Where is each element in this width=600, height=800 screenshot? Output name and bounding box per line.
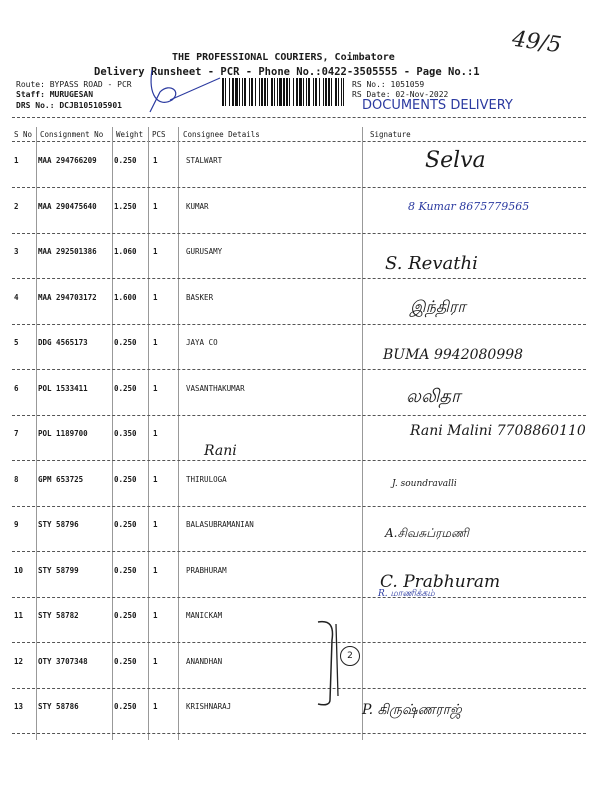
row-weight: 0.250 <box>114 611 137 620</box>
row-consignee: PRABHURAM <box>186 565 227 575</box>
row-consignment: STY 58799 <box>38 565 79 575</box>
row-weight: 0.250 <box>114 565 137 575</box>
row-consignment: STY 58786 <box>38 702 79 711</box>
row-weight: 1.250 <box>114 201 137 211</box>
row-consignment: MAA 294766209 <box>38 156 97 165</box>
row-pcs: 1 <box>153 702 158 711</box>
row-pcs: 1 <box>153 520 158 529</box>
route-label: Route: BYPASS ROAD - PCR <box>16 80 132 89</box>
row-weight: 0.250 <box>114 702 137 711</box>
row-signature: R. மாணிக்கம் <box>378 589 435 599</box>
row-signature: J. soundravalli <box>392 478 457 489</box>
row-signature: இந்திரா <box>410 296 466 316</box>
row-signature: BUMA 9942080998 <box>383 347 524 363</box>
rs-number: RS No.: 1051059 <box>352 80 425 89</box>
row-consignment: OTY 3707348 <box>38 656 88 666</box>
column-header-consignee: Consignee Details <box>183 130 260 139</box>
row-pcs: 1 <box>153 201 158 211</box>
row-consignee: THIRULOGA <box>186 474 227 484</box>
row-weight: 1.600 <box>114 292 137 302</box>
handwritten-page-number: 49/5 <box>510 26 563 59</box>
row-consignment: STY 58796 <box>38 520 79 529</box>
row-consignment: GPM 653725 <box>38 474 84 484</box>
row-pcs: 1 <box>153 611 158 620</box>
row-consignee: STALWART <box>186 156 223 165</box>
row-signature: 8 Kumar 8675779565 <box>408 199 530 213</box>
row-consignee: ANANDHAN <box>186 656 223 666</box>
row-signature: S. Revathi <box>385 253 478 274</box>
staff-label: Staff: MURUGESAN <box>16 90 94 99</box>
row-signature: P. கிருஷ்ணராஜ் <box>362 702 462 718</box>
document-type-stamp: DOCUMENTS DELIVERY <box>362 98 513 113</box>
row-weight: 0.250 <box>114 383 137 393</box>
row-consignment: STY 58782 <box>38 611 79 620</box>
row-weight: 0.350 <box>114 429 137 438</box>
row-sno: 7 <box>14 429 19 438</box>
column-header-signature: Signature <box>370 130 411 139</box>
row-pcs: 1 <box>153 565 158 575</box>
row-consignment: MAA 290475640 <box>38 201 97 211</box>
row-sno: 6 <box>14 383 19 393</box>
row-weight: 0.250 <box>114 656 137 666</box>
company-title: THE PROFESSIONAL COURIERS, Coimbatore <box>172 52 395 63</box>
row-consignee: JAYA CO <box>186 338 218 347</box>
row-consignee: KRISHNARAJ <box>186 702 232 711</box>
rs-date: RS Date: 02-Nov-2022 <box>352 90 449 99</box>
column-header-pcs: PCS <box>152 130 166 139</box>
row-signature: Rani Malini 7708860110 <box>410 423 586 439</box>
row-sno: 1 <box>14 156 19 165</box>
row-pcs: 1 <box>153 383 158 393</box>
row-consignment: DDG 4565173 <box>38 338 88 347</box>
row-sno: 3 <box>14 247 19 256</box>
row-signature: லலிதா <box>406 385 461 407</box>
row-consignee: GURUSAMY <box>186 247 223 256</box>
row-consignment: POL 1533411 <box>38 383 88 393</box>
handwritten-consignee-note: Rani <box>204 443 237 459</box>
row-signature: Selva <box>425 148 486 173</box>
row-pcs: 1 <box>153 247 158 256</box>
row-sno: 11 <box>14 611 24 620</box>
column-header-weight: Weight <box>116 130 144 139</box>
row-pcs: 1 <box>153 156 158 165</box>
runsheet-subtitle: Delivery Runsheet - PCR - Phone No.:0422-3505555 - Page No.:1 <box>94 66 480 78</box>
row-pcs: 1 <box>153 474 158 484</box>
drs-number: DRS No.: DCJB105105901 <box>16 101 122 110</box>
row-sno: 4 <box>14 292 19 302</box>
row-sno: 8 <box>14 474 19 484</box>
row-weight: 0.250 <box>114 520 137 529</box>
row-consignee: MANICKAM <box>186 611 223 620</box>
row-weight: 0.250 <box>114 474 137 484</box>
row-weight: 0.250 <box>114 338 137 347</box>
row-consignment: POL 1189700 <box>38 429 88 438</box>
row-weight: 1.060 <box>114 247 137 256</box>
row-signature: C. Prabhuram <box>380 571 501 592</box>
row-sno: 12 <box>14 656 24 666</box>
row-sno: 13 <box>14 702 24 711</box>
column-header-consignment: Consignment No <box>40 130 104 139</box>
row-consignee: KUMAR <box>186 201 209 211</box>
row-consignment: MAA 294703172 <box>38 292 97 302</box>
row-pcs: 1 <box>153 338 158 347</box>
row-sno: 9 <box>14 520 19 529</box>
row-signature: A.சிவசுப்ரமணி <box>385 526 469 540</box>
row-pcs: 1 <box>153 292 158 302</box>
row-weight: 0.250 <box>114 156 137 165</box>
row-consignee: BASKER <box>186 292 214 302</box>
row-consignee: VASANTHAKUMAR <box>186 383 245 393</box>
row-sno: 2 <box>14 201 19 211</box>
row-pcs: 1 <box>153 429 158 438</box>
row-sno: 10 <box>14 565 24 575</box>
row-sno: 5 <box>14 338 19 347</box>
column-header-sno: S No <box>14 130 33 139</box>
delivery-stamp: 2 <box>340 646 360 666</box>
row-consignment: MAA 292501386 <box>38 247 97 256</box>
row-pcs: 1 <box>153 656 158 666</box>
row-consignee: BALASUBRAMANIAN <box>186 520 254 529</box>
